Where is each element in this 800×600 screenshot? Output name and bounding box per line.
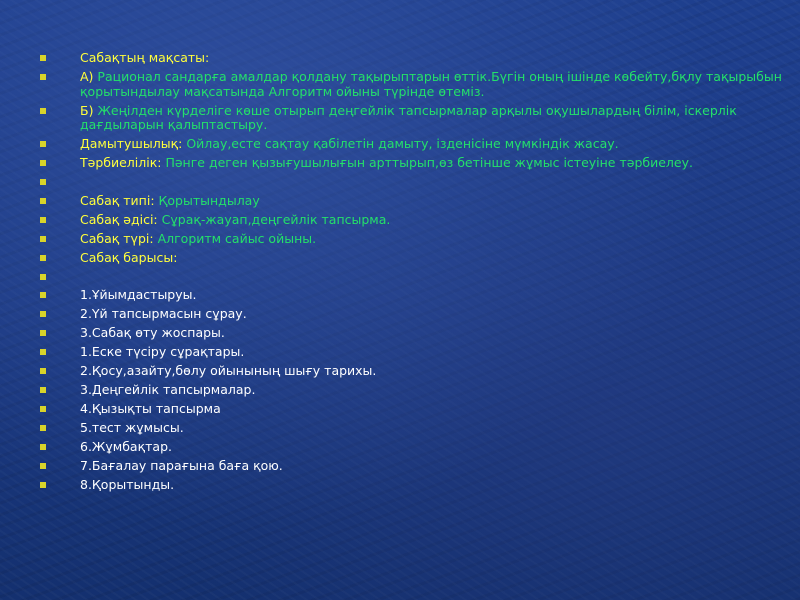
plan-item: [40, 364, 790, 379]
bullet-icon: [40, 444, 46, 450]
a-text: Рационал сандарға амалдар қолдану тақырыптарын өттік.Бүгін оның ішінде көбейту,бқлу тақырыбын қорытындылау мақсатында Алгоритм ойыны түрінде өтеміз.: [80, 69, 782, 99]
lesson-method-text: Сұрақ-жауап,деңгейлік тапсырма.: [161, 211, 391, 227]
list-item-goal: [40, 51, 790, 66]
plan-item-text: 6.Жұмбақтар.: [80, 439, 172, 454]
bullet-icon: [40, 74, 46, 80]
plan-item-text: 3.Деңгейлік тапсырмалар.: [80, 382, 256, 397]
bullet-icon: [40, 217, 46, 223]
bullet-icon: [40, 255, 46, 261]
plan-item-text: 3.Сабақ өту жоспары.: [80, 325, 225, 340]
plan-item-text: 8.Қорытынды.: [80, 477, 175, 492]
developing-text: Ойлау,есте сақтау қабілетін дамыту, ізденісіне мүмкіндік жасау.: [186, 136, 619, 151]
plan-item-text: 1.Еске түсіру сұрақтары.: [80, 344, 245, 359]
bullet-icon: [40, 108, 46, 114]
bullet-icon: [40, 368, 46, 374]
plan-item-text: 2.Үй тапсырмасын сұрау.: [80, 306, 247, 321]
plan-item: [40, 307, 790, 322]
list-item-lesson-kind: [40, 232, 790, 247]
plan-item: [40, 421, 790, 436]
plan-item: [40, 383, 790, 398]
goal-heading: Сабақтың мақсаты:: [80, 50, 210, 65]
bullet-icon: [40, 160, 46, 166]
b-text: Жеңілден күрделіге көше отырып деңгейлік тапсырмалар арқылы оқушылардың білім, іскерлік дағдыларын қалыптастыру.: [80, 102, 737, 132]
bullet-icon: [40, 482, 46, 488]
plan-item: [40, 345, 790, 360]
list-item-lesson-type: [40, 194, 790, 209]
bullet-icon: [40, 198, 46, 204]
bullet-icon: [40, 141, 46, 147]
bullet-icon: [40, 349, 46, 355]
bullet-icon: [40, 292, 46, 298]
plan-item: [40, 440, 790, 455]
bullet-icon: [40, 387, 46, 393]
plan-item: [40, 459, 790, 474]
plan-item: [40, 288, 790, 303]
b-label: Б): [80, 102, 94, 118]
bullet-icon: [40, 425, 46, 431]
bullet-icon: [40, 463, 46, 469]
plan-item: [40, 478, 790, 493]
list-item-educational: [40, 156, 790, 171]
lesson-type-text: Қорытындылау: [158, 192, 260, 208]
educational-text: Пәнге деген қызығушылығын арттырып,өз бетінше жұмыс істеуіне тәрбиелеу.: [165, 155, 693, 170]
plan-item: [40, 326, 790, 341]
lesson-plan-list: [40, 51, 790, 497]
lesson-kind-text: Алгоритм сайыс ойыны.: [157, 230, 317, 246]
bullet-icon: [40, 179, 46, 185]
plan-item-text: 1.Ұйымдастыруы.: [80, 287, 197, 302]
lesson-course-label: Сабақ барысы:: [80, 249, 178, 265]
list-item-empty: [40, 270, 790, 284]
educational-label: Тәрбиелілік:: [80, 155, 162, 170]
lesson-type-label: Сабақ типі:: [80, 192, 155, 208]
bullet-icon: [40, 406, 46, 412]
bullet-icon: [40, 236, 46, 242]
bullet-icon: [40, 55, 46, 61]
list-item-lesson-course: [40, 251, 790, 266]
lesson-kind-label: Сабақ түрі:: [80, 230, 154, 246]
a-label: А): [80, 69, 94, 84]
plan-item-text: 4.Қызықты тапсырма: [80, 401, 221, 416]
bullet-icon: [40, 274, 46, 280]
bullet-icon: [40, 311, 46, 317]
plan-item-text: 2.Қосу,азайту,бөлу ойынының шығу тарихы.: [80, 363, 377, 378]
plan-item-text: 7.Бағалау парағына баға қою.: [80, 458, 283, 473]
list-item-lesson-method: [40, 213, 790, 228]
developing-label: Дамытушылық:: [80, 136, 183, 151]
list-item-empty: [40, 175, 790, 189]
plan-item: [40, 402, 790, 417]
lesson-method-label: Сабақ әдісі:: [80, 211, 158, 227]
plan-item-text: 5.тест жұмысы.: [80, 420, 184, 435]
list-item-developing: [40, 137, 790, 152]
list-item-b: [40, 104, 790, 133]
bullet-icon: [40, 330, 46, 336]
list-item-a: [40, 70, 790, 99]
